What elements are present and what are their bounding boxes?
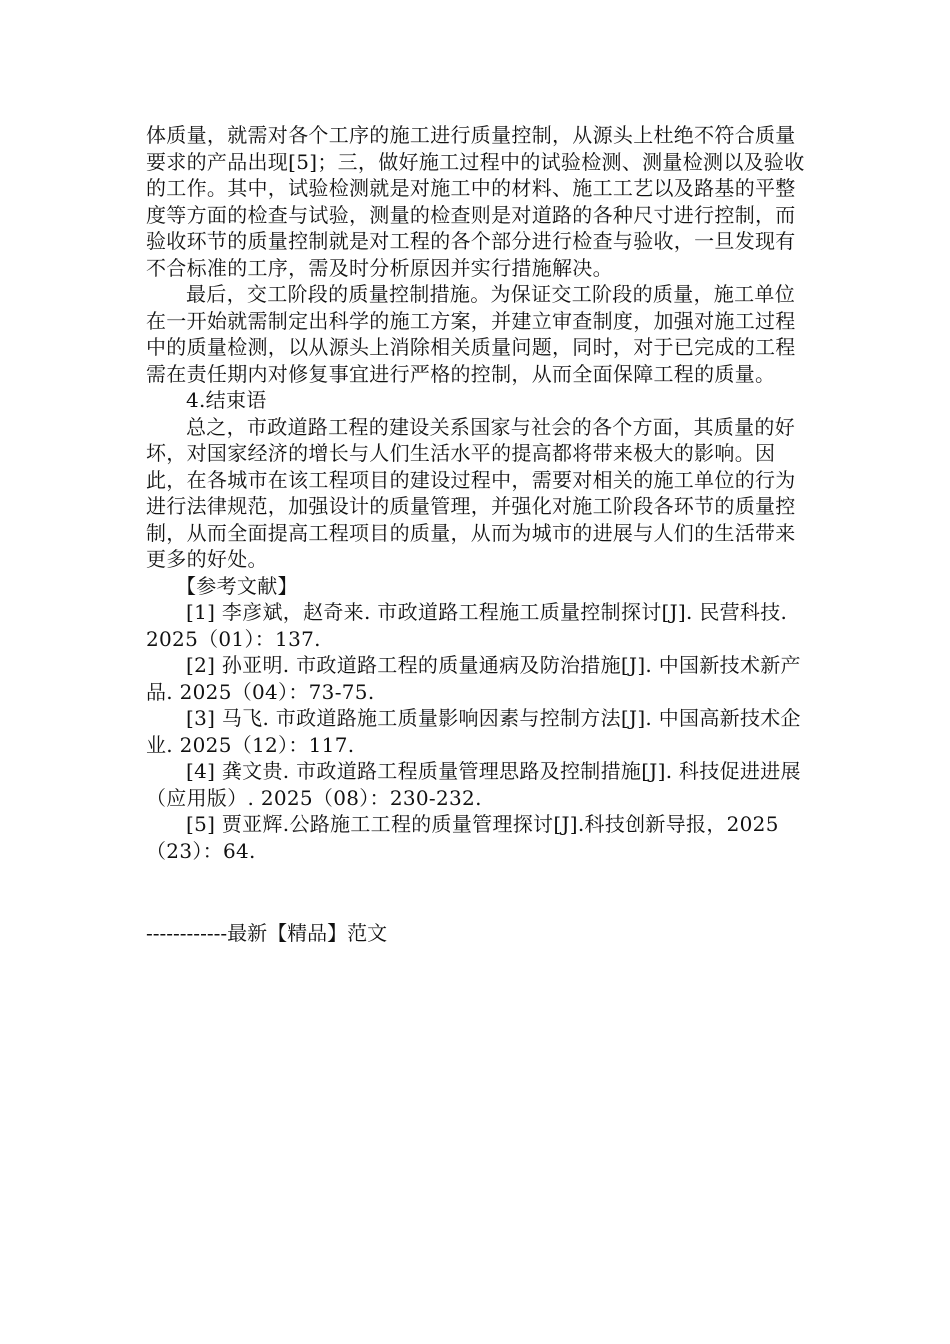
reference-item-1: [1] 李彦斌，赵奇来. 市政道路工程施工质量控制探讨[J]. 民营科技. 2025（01）：137. bbox=[146, 600, 788, 651]
reference-item-5: [5] 贾亚辉.公路施工工程的质量管理探讨[J].科技创新导报，2025（23）：64. bbox=[146, 812, 779, 863]
section-heading-conclusion: 4.结束语 bbox=[186, 388, 267, 412]
document-body bbox=[146, 122, 808, 864]
references-heading: 【参考文献】 bbox=[176, 573, 298, 598]
reference-item-2: [2] 孙亚明. 市政道路工程的质量通病及防治措施[J]. 中国新技术新产品. 2025（04）：73-75. bbox=[146, 653, 801, 704]
reference-item-3: [3] 马飞. 市政道路施工质量影响因素与控制方法[J]. 中国高新技术企业. 2025（12）：117. bbox=[146, 706, 801, 757]
footer-note: ------------最新【精品】范文 bbox=[146, 921, 388, 945]
body-paragraph-conclusion: 总之，市政道路工程的建设关系国家与社会的各个方面，其质量的好坏，对国家经济的增长与人们生活水平的提高都将带来极大的影响。因此，在各城市在该工程项目的建设过程中，需要对相关的施工单位的行为进行法律规范，加强设计的质量管理，并强化对施工阶段各环节的质量控制，从而全面提高工程项目的质量，从而为城市的进展与人们的生活带来更多的好处。 bbox=[146, 414, 796, 571]
body-paragraph-continued: 体质量，就需对各个工序的施工进行质量控制，从源头上杜绝不符合质量要求的产品出现[5]；三，做好施工过程中的试验检测、测量检测以及验收的工作。其中，试验检测就是对施工中的材料、施工工艺以及路基的平整度等方面的检查与试验，测量的检查则是对道路的各种尺寸进行控制，而验收环节的质量控制就是对工程的各个部分进行检查与验收，一旦发现有不合标准的工序，需及时分析原因并实行措施解决。 bbox=[146, 123, 805, 280]
reference-item-4: [4] 龚文贵. 市政道路工程质量管理思路及控制措施[J]. 科技促进进展（应用版）. 2025（08）：230-232. bbox=[146, 759, 801, 810]
body-paragraph-final-stage: 最后，交工阶段的质量控制措施。为保证交工阶段的质量，施工单位在一开始就需制定出科学的施工方案，并建立审查制度，加强对施工过程中的质量检测，以从源头上消除相关质量问题，同时，对于已完成的工程需在责任期内对修复事宜进行严格的控制，从而全面保障工程的质量。 bbox=[146, 282, 796, 386]
